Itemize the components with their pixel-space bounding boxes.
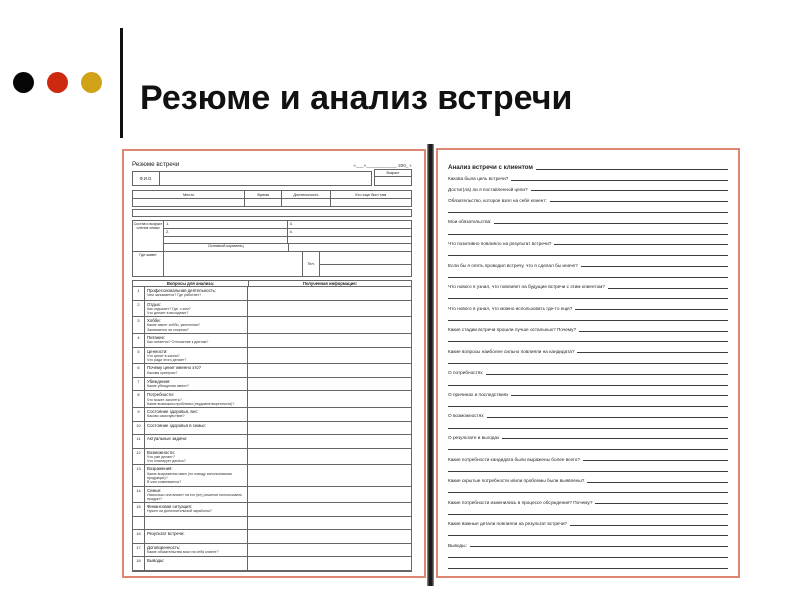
info-cell <box>248 301 411 317</box>
meta-value-cell <box>133 199 245 206</box>
info-cell <box>248 571 411 572</box>
question-row <box>133 287 411 301</box>
summary-form-page <box>122 149 426 578</box>
write-in-line <box>579 331 728 332</box>
address-row <box>132 252 412 277</box>
question-row <box>133 422 411 436</box>
question-cell <box>145 503 248 516</box>
meta-value-row <box>133 198 411 206</box>
question-cell <box>145 517 248 530</box>
question-title: Актуальные задачи: <box>147 436 188 442</box>
question-title: Почему ценит именно это? <box>147 365 201 371</box>
question-row <box>133 348 411 365</box>
analysis-line <box>448 257 728 268</box>
question-cell <box>145 530 248 543</box>
breadwinner-row <box>164 244 411 251</box>
analysis-line <box>448 473 728 484</box>
meeting-meta-table <box>132 190 412 207</box>
meta-value-cell <box>331 199 411 206</box>
analysis-question: Что нового я узнал, что повлияет на будущие встречи с этим клиентом? <box>448 284 606 290</box>
question-cell <box>145 557 248 570</box>
info-cell <box>248 408 411 421</box>
info-cell <box>248 465 411 485</box>
question-title: Состояние здоровья, вес: <box>147 409 199 415</box>
family-row <box>164 221 411 229</box>
question-title: Ценности: <box>147 348 168 354</box>
analysis-line <box>448 300 728 311</box>
question-subtext: Нужен ли дополнительный заработок? <box>147 509 212 514</box>
family-cells <box>164 221 411 251</box>
info-cell <box>248 364 411 377</box>
question-row <box>133 487 411 504</box>
meta-header-cell: Длительность <box>282 191 330 198</box>
questions-header-right: Полученная информация: <box>302 281 358 286</box>
analysis-line <box>448 203 728 214</box>
form-header <box>132 157 412 168</box>
question-subtext: Что ради этого делает? <box>147 358 187 363</box>
question-row <box>133 465 411 486</box>
analysis-line <box>448 157 728 171</box>
question-cell <box>145 487 248 503</box>
question-cell <box>145 334 248 347</box>
info-cell <box>248 517 411 530</box>
write-in-line <box>470 546 728 547</box>
question-cell <box>145 391 248 407</box>
question-subtext: В чем сомневается? <box>147 480 182 485</box>
question-cell <box>145 408 248 421</box>
family-member-1: 1. <box>164 221 288 228</box>
info-cell <box>248 422 411 435</box>
question-number: 6 <box>133 364 145 377</box>
question-cell <box>145 571 248 572</box>
question-number <box>133 517 145 530</box>
analysis-question: Анализ встречи с клиентом <box>448 163 533 171</box>
write-in-line <box>554 244 728 245</box>
empty-cell <box>164 237 288 243</box>
analysis-question: Какие скрытые потребности и/или проблемы были выявлены? <box>448 478 585 484</box>
info-cell <box>248 287 411 300</box>
analysis-line <box>448 408 728 419</box>
fio-table <box>132 171 372 186</box>
question-number: 7 <box>133 378 145 391</box>
write-in-line <box>448 363 728 364</box>
write-in-line <box>448 471 728 472</box>
write-in-line <box>536 169 728 170</box>
analysis-line <box>448 548 728 559</box>
write-in-line <box>486 374 728 375</box>
analysis-line <box>448 246 728 257</box>
phone-cells <box>320 252 411 276</box>
write-in-line <box>448 492 728 493</box>
question-number: 13 <box>133 465 145 485</box>
question-title: Профессиональная деятельность: <box>147 288 217 293</box>
analysis-line <box>448 192 728 203</box>
write-in-line <box>448 406 728 407</box>
write-in-line <box>575 309 728 310</box>
question-number: 3 <box>133 317 145 333</box>
question-subtext: Какие убеждения имеет? <box>147 384 189 388</box>
questions-header-left: Вопросы для анализа: <box>133 281 249 286</box>
question-subtext: Что планирует делать? <box>147 459 186 464</box>
meta-value-cell <box>282 199 330 206</box>
question-number: 8 <box>133 391 145 407</box>
question-number: 2 <box>133 301 145 317</box>
analysis-question: Мои обязательства: <box>448 219 492 225</box>
question-row <box>133 334 411 348</box>
phone-value-cell <box>320 265 411 277</box>
analysis-line <box>448 333 728 344</box>
analysis-line <box>448 537 728 548</box>
write-in-line <box>511 180 728 181</box>
question-title: Возражения: <box>147 466 173 472</box>
question-title: Результат встречи: <box>147 531 185 537</box>
question-cell <box>145 378 248 391</box>
write-in-line <box>595 503 728 504</box>
info-cell <box>248 378 411 391</box>
question-row <box>133 364 411 378</box>
analysis-line <box>448 214 728 225</box>
analysis-line <box>448 322 728 333</box>
analysis-question: О потребностях <box>448 370 483 376</box>
question-number: 1 <box>133 287 145 300</box>
analysis-line <box>448 290 728 301</box>
question-cell <box>145 449 248 465</box>
question-row <box>133 378 411 392</box>
analysis-question: Какие потребности изменились в процессе обсуждения? Почему? <box>448 499 593 505</box>
question-number: 14 <box>133 487 145 503</box>
analysis-question: Какие важные детали повлияли на результат встречи? <box>448 521 568 527</box>
question-subtext: Что уже делает? <box>147 454 175 459</box>
question-title: Убеждения: <box>147 378 171 384</box>
question-row <box>133 435 411 449</box>
empty-cell <box>288 237 412 243</box>
question-cell <box>145 544 248 557</box>
family-member-3: 3. <box>289 221 293 226</box>
info-cell <box>248 348 411 364</box>
address-value-cell <box>164 252 303 276</box>
age-box <box>374 169 412 186</box>
question-row <box>133 517 411 531</box>
analysis-question: Какие потребности кандидата были выражены более всего? <box>448 456 580 462</box>
analysis-line <box>448 462 728 473</box>
question-number: 5 <box>133 348 145 364</box>
write-in-line <box>581 266 728 267</box>
analysis-line <box>448 387 728 398</box>
analysis-line <box>448 440 728 451</box>
question-row <box>133 503 411 517</box>
analysis-line <box>448 494 728 505</box>
analysis-form-page <box>436 148 740 578</box>
write-in-line <box>583 460 728 461</box>
question-row <box>133 391 411 408</box>
analysis-question: Если бы я опять проводил встречу, что я сделал бы иначе? <box>448 262 578 268</box>
write-in-line <box>448 341 728 342</box>
write-in-line <box>511 395 728 396</box>
write-in-line <box>448 298 728 299</box>
info-cell <box>248 391 411 407</box>
question-subtext: Какие возможны проблемы (неудовлетворенности)? <box>147 401 235 406</box>
write-in-line <box>531 190 728 191</box>
question-number: 10 <box>133 422 145 435</box>
analysis-line <box>448 527 728 538</box>
info-cell <box>248 544 411 557</box>
fio-row <box>132 171 412 186</box>
write-in-line <box>448 428 728 429</box>
info-cell <box>248 557 411 570</box>
question-title: Семья: <box>147 487 162 493</box>
write-in-line <box>608 288 728 289</box>
write-in-line <box>570 525 728 526</box>
write-in-line <box>448 234 728 235</box>
family-row-empty <box>164 237 411 244</box>
analysis-line <box>448 225 728 236</box>
slide-title: Резюме и анализ встречи <box>140 78 573 117</box>
info-cell <box>248 530 411 543</box>
question-title: Договоренность: <box>147 544 181 550</box>
write-in-line <box>448 449 728 450</box>
question-row <box>133 571 411 572</box>
meta-header-cell: Кто еще был там <box>355 192 387 197</box>
empty-row <box>132 209 412 217</box>
write-in-line <box>577 352 728 353</box>
analysis-line <box>448 365 728 376</box>
empty-cell <box>289 244 412 251</box>
analysis-question: Какие стадии встречи прошли лучше остальных? Почему? <box>448 327 577 333</box>
analysis-question: Достиг(ла) ли я поставленной цели? <box>448 187 528 193</box>
question-title: Состояние здоровья в семье: <box>147 422 207 428</box>
write-in-line <box>550 201 728 202</box>
question-cell <box>145 435 248 448</box>
address-label: Где живет <box>133 252 164 276</box>
questions-table <box>132 280 412 572</box>
write-in-line <box>448 557 728 558</box>
question-cell <box>145 348 248 364</box>
analysis-question: Что позитивно повлияло на результат встречи? <box>448 240 552 246</box>
info-cell <box>248 435 411 448</box>
question-cell <box>145 301 248 317</box>
question-cell <box>145 422 248 435</box>
gold-dot-icon <box>81 72 102 93</box>
info-cell <box>248 317 411 333</box>
question-subtext: Что может захотеть? <box>147 397 182 402</box>
analysis-line <box>448 451 728 462</box>
red-dot-icon <box>47 72 68 93</box>
breadwinner-label: Основной кормилец <box>164 244 289 251</box>
write-in-line <box>448 212 728 213</box>
info-cell <box>248 487 411 503</box>
accent-dots <box>13 72 102 93</box>
question-number: 9 <box>133 408 145 421</box>
analysis-question: Обязательство, которое взял на себя клиент: <box>448 197 547 203</box>
question-cell <box>145 364 248 377</box>
write-in-line <box>487 417 728 418</box>
analysis-line <box>448 419 728 430</box>
question-title: Потребности: <box>147 392 175 398</box>
write-in-line <box>494 223 728 224</box>
question-number <box>133 571 145 572</box>
analysis-line <box>448 430 728 441</box>
question-title: Финансовая ситуация: <box>147 504 192 510</box>
question-number: 11 <box>133 435 145 448</box>
write-in-line <box>448 277 728 278</box>
question-subtext: Какие имеет хобби, увлечения? <box>147 323 200 328</box>
family-row <box>164 229 411 237</box>
question-number: 16 <box>133 530 145 543</box>
meta-header-cell: Место <box>133 191 245 198</box>
analysis-line <box>448 354 728 365</box>
analysis-line <box>448 268 728 279</box>
book-spine <box>427 144 434 586</box>
question-subtext: Как отдыхает? Где, с кем? <box>147 306 191 311</box>
question-number: 4 <box>133 334 145 347</box>
black-dot-icon <box>13 72 34 93</box>
analysis-line <box>448 484 728 495</box>
analysis-line <box>448 397 728 408</box>
question-title: Выводы: <box>147 558 165 564</box>
write-in-line <box>448 514 728 515</box>
family-member-4: 4. <box>289 229 293 234</box>
question-subtext: Каково самочувствие? <box>147 414 185 419</box>
analysis-question: Выводы: <box>448 542 467 548</box>
title-divider-rule <box>120 28 123 138</box>
family-table <box>132 220 412 252</box>
question-row <box>133 449 411 466</box>
analysis-line <box>448 279 728 290</box>
question-subtext: Какие обязательства взял на себя клиент? <box>147 549 219 554</box>
analysis-question: О результате и выгодах <box>448 435 500 441</box>
question-row <box>133 544 411 558</box>
write-in-line <box>448 320 728 321</box>
question-cell <box>145 317 248 333</box>
questions-rows <box>133 287 411 572</box>
info-cell <box>248 503 411 516</box>
meta-value-cell <box>245 199 282 206</box>
write-in-line <box>448 535 728 536</box>
meta-header-cell: Время <box>245 191 282 198</box>
question-number: 18 <box>133 557 145 570</box>
question-row <box>133 301 411 318</box>
question-subtext: Чем занимается? Где работает? <box>147 293 202 298</box>
family-member-2: 2. <box>164 229 288 236</box>
analysis-line <box>448 311 728 322</box>
meta-header-row <box>133 191 411 198</box>
write-in-line <box>448 568 728 569</box>
phone-value-cell <box>320 252 411 265</box>
write-in-line <box>448 255 728 256</box>
fio-label: Ф.И.О. <box>133 172 160 185</box>
analysis-line <box>448 343 728 354</box>
info-cell <box>248 449 411 465</box>
question-title: Отдых: <box>147 301 162 307</box>
date-blank: «___»____________ 200_ г. <box>353 163 412 168</box>
phone-label: Тел. <box>303 252 320 276</box>
question-row <box>133 557 411 571</box>
analysis-question: О причинах и последствиях <box>448 391 509 397</box>
write-in-line <box>448 385 728 386</box>
question-subtext: Как питается? Отношение к диетам? <box>147 340 209 345</box>
form-title: Резюме встречи <box>132 161 180 168</box>
question-subtext: Каковы критерии? <box>147 370 178 375</box>
analysis-line <box>448 376 728 387</box>
question-subtext: Что делает в выходные? <box>147 310 189 315</box>
analysis-line <box>448 505 728 516</box>
question-subtext: Что ценит в жизни? <box>147 353 180 358</box>
analysis-question: Какова была цель встречи? <box>448 176 509 182</box>
analysis-line <box>448 171 728 182</box>
age-label: Возраст <box>374 169 412 177</box>
question-cell <box>145 465 248 485</box>
question-title: Возможности: <box>147 449 175 455</box>
write-in-line <box>587 482 728 483</box>
analysis-line <box>448 182 728 193</box>
question-number: 17 <box>133 544 145 557</box>
fio-value-cell <box>160 172 371 185</box>
question-subtext: Насколько она влияет на его (ее) решение использовать продукт? <box>147 492 242 501</box>
question-number: 12 <box>133 449 145 465</box>
analysis-question: Какие вопросы наиболее сильно повлияли на кандидата? <box>448 348 575 354</box>
question-row <box>133 408 411 422</box>
analysis-question: Что нового я узнал, что можно использовать где-то еще? <box>448 305 573 311</box>
question-title: Питание: <box>147 335 166 341</box>
analysis-question: О возможностях <box>448 413 484 419</box>
write-in-line <box>502 438 728 439</box>
question-cell <box>145 287 248 300</box>
age-value-cell <box>374 177 412 186</box>
question-row <box>133 530 411 544</box>
family-label: Состав и возраст членов семьи <box>133 221 164 251</box>
analysis-line <box>448 559 728 570</box>
question-subtext: Какие возражения имел (по поводу использования продукции)? <box>147 471 232 480</box>
question-title: Хобби: <box>147 318 161 324</box>
question-row <box>133 317 411 334</box>
info-cell <box>248 334 411 347</box>
question-subtext: Занимается ли спортом? <box>147 327 189 332</box>
question-number: 15 <box>133 503 145 516</box>
analysis-line <box>448 236 728 247</box>
analysis-line <box>448 516 728 527</box>
